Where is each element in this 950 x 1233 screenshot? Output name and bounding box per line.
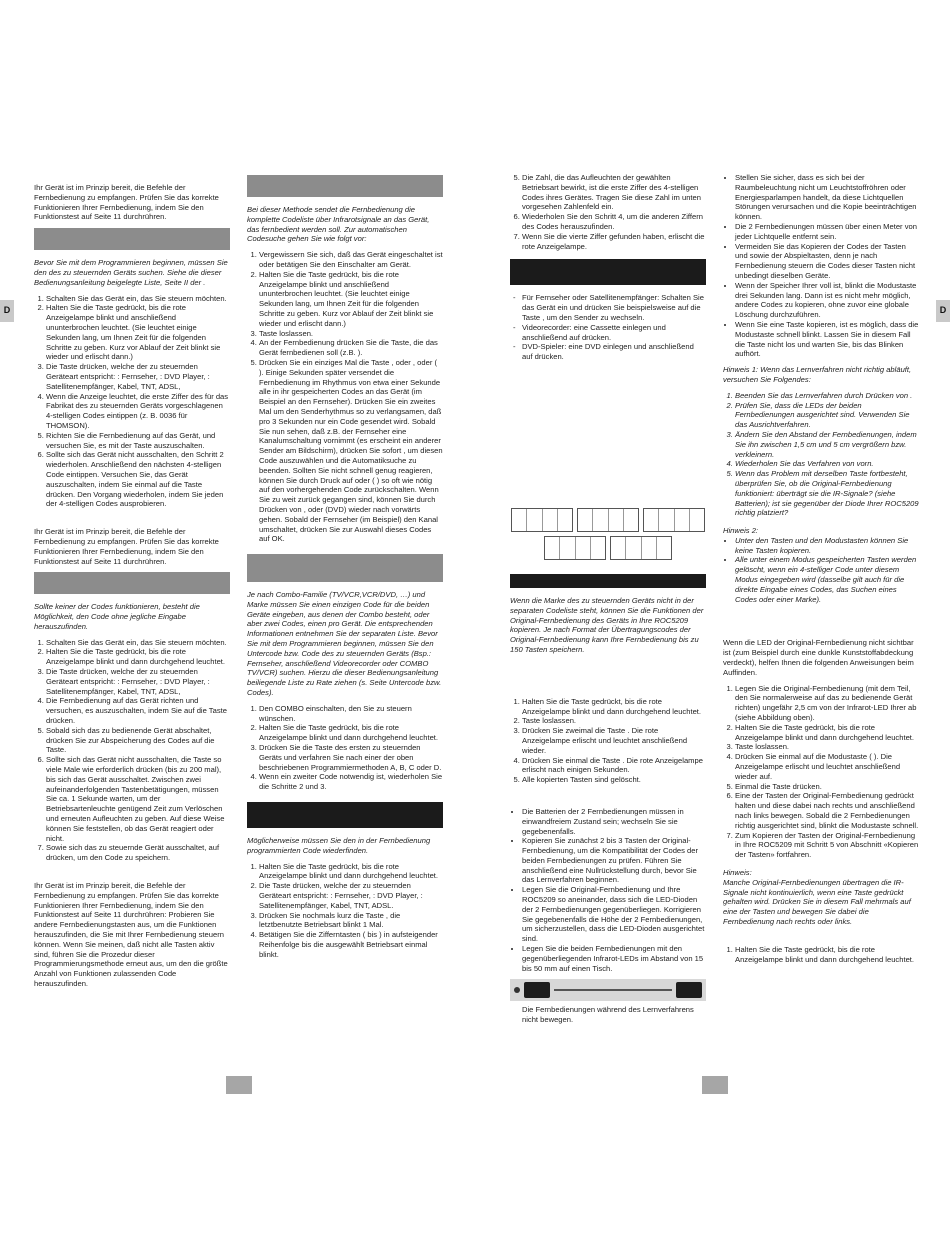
- column-1: [34, 183, 230, 1063]
- column-2: [247, 175, 443, 1035]
- list-item: 4. Wenn ein zweiter Code notwendig ist, wiederholen Sie die Schritte 2 und 3.: [259, 772, 443, 792]
- steps-list: [723, 684, 919, 860]
- intro-paragraph: Wenn die Marke des zu steuernden Geräts nicht in der separaten Codeliste steht, können Sie die Funktionen der Original-Fernbedienung des Geräts in Ihre ROC5209 kopieren. Je nach Format der Übertragungscodes der Original-Fernbedienung kann Ihre Fernbedienung bis zu 150 Tasten speichern.: [510, 595, 704, 654]
- code-box: [511, 508, 573, 532]
- list-item: • Vermeiden Sie das Kopieren der Codes der Tasten und sowie der Abspieltasten, denn je nach Fernbedienung steuern die Codes dieser Tasten nicht unbedingt dieselben Geräte.: [735, 242, 919, 281]
- language-tab-label: D: [939, 305, 947, 316]
- list-item: 2. Die Taste drücken, welche der zu steuernden Geräteart entspricht: : Fernseher, : DVD Player, : Satellitenempfänger, Kabel, TNT, ADSL.: [259, 881, 443, 910]
- language-tab-label: D: [3, 305, 11, 316]
- list-item: • Wenn Sie eine Taste kopieren, ist es möglich, dass die Modustaste schnell blinkt. Lassen Sie in diesem Fall die Taste nicht los und warten Sie, bis das Blinken aufhört.: [735, 320, 919, 359]
- code-box: [610, 536, 672, 560]
- list-item: 1. Halten Sie die Taste gedrückt, bis die rote Anzeigelampe blinkt und dann durchgehend leuchtet.: [522, 697, 706, 717]
- steps-list: [34, 638, 230, 863]
- list-item: 1. Den COMBO einschalten, den Sie zu steuern wünschen.: [259, 704, 443, 724]
- list-item: 3. Die Taste drücken, welche der zu steuernden Geräteart entspricht: : Fernseher, : DVD Player, : Satellitenempfänger, Kabel, TNT, ADSL,: [46, 667, 230, 696]
- language-tab-right: [936, 300, 950, 322]
- list-item: • Stellen Sie sicher, dass es sich bei der Raumbeleuchtung nicht um Leuchtstoffröhren oder Energiesparlampen handelt, da diese Lichtquellen Störungen verursachen und die Kopie beeinträchtigen können.: [735, 173, 919, 222]
- column-4: [723, 173, 919, 1053]
- distance-line: [554, 989, 672, 991]
- intro-paragraph: Bei dieser Methode sendet die Fernbedienung die komplette Codeliste über Infrarotsignale an das Gerät, das fernbedient werden soll. Zur automatischen Codesuche gehen Sie wie folgt vor:: [247, 205, 430, 244]
- list-item: 3. Drücken Sie die Taste des ersten zu steuernden Geräts und verfahren Sie nach einer der oben beschriebenen Programmiermethoden A, B, C oder D.: [259, 743, 443, 772]
- paragraph: Die Fernbedienungen während des Lernverfahrens nicht bewegen.: [522, 1005, 694, 1025]
- section-header-bar: [510, 574, 706, 588]
- hint-text: Manche Original-Fernbedienungen übertragen die IR-Signale nicht kontinuierlich, wenn eine Taste gedrückt gehalten wird. Drücken Sie in diesem Fall mehrmals auf eine der Tasten und bewegen Sie dabei die Fernbedienung nach rechts oder links.: [723, 877, 911, 926]
- list-item: 3. Taste loslassen.: [735, 742, 919, 752]
- list-item: 6. Sollte sich das Gerät nicht ausschalten, den Schritt 2 wiederholen. Anschließend den nächsten 4-stelligen Code eintippen. Versuchen Sie, das Gerät auszuschalten, indem Sie einmal auf die Taste drücken. Den Vorgang wiederholen, indem Sie jeden der 4-stelligen Codes ausprobieren.: [46, 450, 230, 509]
- list-item: 7. Wenn Sie die vierte Ziffer gefunden haben, erlischt die rote Anzeigelampe.: [522, 232, 706, 252]
- list-item: 5. Einmal die Taste drücken.: [735, 782, 919, 792]
- list-item: 3. Drücken Sie nochmals kurz die Taste , die letztbenutzte Betriebsart blinkt 1 Mal.: [259, 911, 443, 931]
- list-item: 1. Schalten Sie das Gerät ein, das Sie steuern möchten.: [46, 638, 230, 648]
- hint-title: Hinweis 1: Wenn das Lernverfahren nicht richtig abläuft, versuchen Sie Folgendes:: [723, 365, 912, 384]
- remote-led-image: [676, 982, 702, 998]
- list-item: 1. Halten Sie die Taste gedrückt, bis die rote Anzeigelampe blinkt und dann durchgehend leuchtet.: [735, 945, 919, 965]
- section-header-bar: [34, 572, 230, 594]
- list-item: 5. Die Zahl, die das Aufleuchten der gewählten Betriebsart bewirkt, ist die erste Ziffer des 4-stelligen Codes ihres Gerätes. Tragen Sie diese Zahl im unten vorgesehen Zahlenfeld ein.: [522, 173, 706, 212]
- list-item: • Legen Sie die Original-Fernbedienung und Ihre ROC5209 so aneinander, dass sich die LED-Dioden der 2 Fernbedienungen gegenüberliegen. Korrigieren Sie gegebenenfalls die Höhe der 2 Fernbedienungen, um sicherzustellen, dass die LED-Dioden ausgerichtet sind.: [522, 885, 706, 944]
- list-item: 6. Sollte sich das Gerät nicht ausschalten, die Taste so viele Male wie erforderlich drücken (bis zu 200 mal), bis sich das Gerät ausschaltet. Zwischen zwei aufeinanderfolgenden Tastenbetätigungen, müssen Sie ca. 1 Sekunde warten, um der Betriebsartenleuchte genügend Zeit zum Verlöschen und erneuten Aufleuchten zu geben. Auf diese Weise können Sie feststellen, ob das Gerät reagiert oder nicht.: [46, 755, 230, 843]
- list-item: • Die 2 Fernbedienungen müssen über einen Meter von jeder Lichtquelle entfernt sein.: [735, 222, 919, 242]
- steps-list: [247, 250, 443, 544]
- column-3: [510, 173, 706, 1053]
- list-item: 5. Richten Sie die Fernbedienung auf das Gerät, und versuchen Sie, es mit der Taste auszuschalten.: [46, 431, 230, 451]
- list-item: 5. Wenn das Problem mit derselben Taste fortbesteht, überprüfen Sie, ob die Original-Fernbedienung funktioniert: überträgt sie die IR-Signale? (siehe Batterien); ist sie gegenüber der Diode Ihrer ROC5209 richtig platziert?: [735, 469, 919, 518]
- paragraph: Wenn die LED der Original-Fernbedienung nicht sichtbar ist (zum Beispiel durch eine dunkle Kunststoffabdeckung verdeckt), helfen Ihnen die folgenden Anweisungen beim Auffinden.: [723, 638, 914, 677]
- hint-title: Hinweis:: [723, 868, 752, 877]
- list-item: 2. Halten Sie die Taste gedrückt, bis die rote Anzeigelampe blinkt und dann durchgehend leuchtet.: [735, 723, 919, 743]
- list-item: 2. Halten Sie die Taste gedrückt, bis die rote Anzeigelampe blinkt und anschließend ununterbrochen leuchtet. (Sie leuchtet einige Sekunden lang, um Ihnen Zeit für die folgenden Schritte zu geben. Kurz vor Ablauf der Zeit blinkt sie wieder und erlischt dann.): [259, 270, 443, 329]
- hint-list: [723, 391, 919, 518]
- list-item: - Für Fernseher oder Satellitenempfänger: Schalten Sie das Gerät ein und drücken Sie beispielsweise auf die Taste , um den Sender zu wechseln.: [522, 293, 706, 322]
- list-item: • Alle unter einem Modus gespeicherten Tasten werden gelöscht, wenn ein 4-stelliger Code unter diesem Modus eingegeben wird (dasselbe gilt auch für die direkte Eingabe eines Codes, das Suchen eines Codes oder einer Marke).: [735, 555, 919, 604]
- list-item: 3. Taste loslassen.: [259, 329, 443, 339]
- list-item: 3. Drücken Sie zweimal die Taste . Die rote Anzeigelampe erlischt und leuchtet anschließend wieder.: [522, 726, 706, 755]
- remote-led-image: [524, 982, 550, 998]
- steps-list: [247, 862, 443, 960]
- list-item: 2. Taste loslassen.: [522, 716, 706, 726]
- list-item: 1. Schalten Sie das Gerät ein, das Sie steuern möchten.: [46, 294, 230, 304]
- list-item: 7. Zum Kopieren der Tasten der Original-Fernbedienung in Ihre ROC5209 mit Schritt 5 von Abschnitt «Kopieren der Tasten» fortfahren.: [735, 831, 919, 860]
- list-item: - DVD-Spieler: eine DVD einlegen und anschließend auf drücken.: [522, 342, 706, 362]
- list-item: 3. Ändern Sie den Abstand der Fernbedienungen, indem Sie ihn zwischen 1,5 cm und 5 cm vergrößern bzw. verkleinern.: [735, 430, 919, 459]
- section-header-bar: [247, 802, 443, 828]
- list-item: 1. Vergewissern Sie sich, daß das Gerät eingeschaltet ist oder betätigen Sie den Einschalter am Gerät.: [259, 250, 443, 270]
- remote-alignment-illustration: [510, 979, 706, 1001]
- list-item: 5. Drücken Sie ein einziges Mal die Taste , oder , oder ( ). Einige Sekunden später versendet die Fernbedienung im Rhythmus von etwa einer Sekunde alle in ihr gespeicherten Codes an das Gerät (im Beispiel an den Fernseher). Drücken Sie ein zweites Mal um den Senderhythmus so zu verlangsamen, daß pro 3 Sekunden nur ein Code gesendet wird. Sobald Sie nun sehen, daß z.B. der Fernseher eine Kanalumschaltung vornimmt (es erscheint ein anderer Sender am Bildschirm), drücken Sie sofort , um diesen Code auszuwählen und die Automatiksuche zu beenden. Sollten Sie nicht schnell genug reagieren, können Sie durch Druck auf oder ( ) so oft wie nötig auf den vorhergehenden Code zurückschalten. Wenn Sie zu weit zurück gegangen sind, können Sie durch Drücken von , oder (DVD) wieder nach vorwärts gehen. Sobald der Fernseher (im Beispiel) den Kanal umschaltet, drücken Sie zur Auswahl dieses Codes auf OK.: [259, 358, 443, 544]
- steps-list: [510, 173, 706, 251]
- paragraph: Ihr Gerät ist im Prinzip bereit, die Befehle der Fernbedienung zu empfangen. Prüfen Sie das korrekte Funktionieren Ihrer Fernbedienung, indem Sie den Funktionstest auf Seite 11 durchrühren: Probieren Sie andere Fernbedienungstasten aus, um die Funktionen herauszufinden, die Sie mit Ihrer Fernbedienung steuern können. Wenn Sie meinen, daß nicht alle Tasten aktiv sind, führen Sie die Prozedur dieser Programmierungsmethode erneut aus, um den die größte Anzahl von Funktionen zulassenden Code herauszufinden.: [34, 881, 228, 988]
- list-item: 6. Wiederholen Sie den Schritt 4, um die anderen Ziffern des Codes herauszufinden.: [522, 212, 706, 232]
- intro-paragraph: Bevor Sie mit dem Programmieren beginnen, müssen Sie den des zu steuernden Geräts suchen. Siehe die dieser Bedienungsanleitung beigelegte Liste, Seite II der .: [34, 258, 228, 287]
- list-item: 1. Beenden Sie das Lernverfahren durch Drücken von .: [735, 391, 919, 401]
- list-item: 4. Wenn die Anzeige leuchtet, die erste Ziffer des für das Fabrikat des zu steuernden Geräts vorgeschlagenen 4-stelligen Codes eintippen (z. B. 0036 für THOMSON).: [46, 392, 230, 431]
- code-box: [544, 536, 606, 560]
- page-number-right: [702, 1076, 728, 1094]
- code-entry-boxes: [510, 508, 706, 560]
- paragraph: Ihr Gerät ist im Prinzip bereit, die Befehle der Fernbedienung zu empfangen. Prüfen Sie das korrekte Funktionieren Ihrer Fernbedienung, indem Sie den Funktionstest auf Seite 11 durchrühren.: [34, 183, 219, 222]
- hint-list: [723, 536, 919, 605]
- bullet-dot: [514, 987, 520, 993]
- bullet-list: [510, 807, 706, 974]
- section-header-bar: [510, 259, 706, 285]
- list-item: 4. Die Fernbedienung auf das Gerät richten und versuchen, es auszuschalten, indem Sie auf die Taste drücken.: [46, 696, 230, 725]
- list-item: 2. Halten Sie die Taste gedrückt, bis die rote Anzeigelampe blinkt und dann durchgehend leuchtet.: [46, 647, 230, 667]
- list-item: - Videorecorder: eine Cassette einlegen und anschließend auf drücken.: [522, 323, 706, 343]
- list-item: 6. Eine der Tasten der Original-Fernbedienung gedrückt halten und diese dabei nach rechts und anschließend nach links bewegen. Sobald die 2 Fernbedienungen richtig ausgerichtet sind, blinkt die Modustaste schnell.: [735, 791, 919, 830]
- intro-paragraph: Sollte keiner der Codes funktionieren, besteht die Möglichkeit, den Code ohne jegliche Eingabe herauszufinden.: [34, 602, 200, 631]
- section-header-bar: [247, 554, 443, 582]
- section-header-bar: [247, 175, 443, 197]
- list-item: 5. Sobald sich das zu bedienende Gerät abschaltet, drücken Sie zur Abspeicherung des Codes auf die Taste.: [46, 726, 230, 755]
- list-item: 3. Die Taste drücken, welche der zu steuernden Geräteart entspricht: : Fernseher, : DVD Player, : Satellitenempfänger, Kabel, TNT, ADSL,: [46, 362, 230, 391]
- list-item: 4. Drücken Sie einmal auf die Modustaste ( ). Die Anzeigelampe erlischt und leuchtet anschließend wieder auf.: [735, 752, 919, 781]
- list-item: • Unter den Tasten und den Modustasten können Sie keine Tasten kopieren.: [735, 536, 919, 556]
- list-item: 4. Betätigen Sie die Zifferntasten ( bis ) in aufsteigender Reihenfolge bis die ausgewählt Betriebsart einmal blinkt.: [259, 930, 443, 959]
- code-box: [577, 508, 639, 532]
- list-item: 2. Prüfen Sie, dass die LEDs der beiden Fernbedienungen ausgerichtet sind. Verwenden Sie das Ausrichtverfahren.: [735, 401, 919, 430]
- steps-list: [510, 697, 706, 785]
- intro-paragraph: Je nach Combo-Familie (TV/VCR,VCR/DVD, …) und Marke müssen Sie einen einzigen Code für die beiden Geräte eingeben, aus denen der Combo besteht, oder aber zwei Codes, einen pro Gerät. Die entsprechenden Informationen entnehmen Sie der separaten Liste. Bevor Sie mit dem Programmieren beginnen, müssen Sie den Untercode bzw. Code des zu steuernden Geräts (Bsp.: Fernseher, anschließend Videorecorder oder COMBO TV/VCR) suchen. Hierzu die dieser Bedienungsanleitung beiliegende Liste zu Rate ziehen (s. Seite Untercode bzw. Codes).: [247, 590, 442, 698]
- list-item: 2. Halten Sie die Taste gedrückt, bis die rote Anzeigelampe blinkt und dann durchgehend leuchtet.: [259, 723, 443, 743]
- list-item: 1. Halten Sie die Taste gedrückt, bis die rote Anzeigelampe blinkt und dann durchgehend leuchtet.: [259, 862, 443, 882]
- bullet-list: [723, 173, 919, 359]
- list-item: • Wenn der Speicher Ihrer voll ist, blinkt die Modustaste drei Sekunden lang. Dann ist es nicht mehr möglich, andere Codes zu kopieren, ohne zuvor eine globale Löschung durchzuführen.: [735, 281, 919, 320]
- intro-paragraph: Möglicherweise müssen Sie den in der Fernbedienung programmierten Code wiederfinden.: [247, 836, 431, 855]
- language-tab-left: [0, 300, 14, 322]
- spacer: [510, 368, 706, 498]
- list-item: 7. Sowie sich das zu steuernde Gerät ausschaltet, auf drücken, um den Code zu speichern.: [46, 843, 230, 863]
- steps-list: [723, 945, 919, 965]
- paragraph: Ihr Gerät ist im Prinzip bereit, die Befehle der Fernbedienung zu empfangen. Prüfen Sie das korrekte Funktionieren Ihrer Fernbedienung, indem Sie den Funktionstest auf Seite 11 durchrühren.: [34, 527, 219, 566]
- steps-list: [34, 294, 230, 510]
- list-item: 2. Halten Sie die Taste gedrückt, bis die rote Anzeigelampe blinkt und anschließend ununterbrochen leuchtet. (Sie leuchtet einige Sekunden lang, um Ihnen Zeit für die folgenden Schritte zu geben. Kurz vor Ablauf der Zeit blinkt sie wieder und erlischt dann.): [46, 303, 230, 362]
- list-item: 4. Wiederholen Sie das Verfahren von vorn.: [735, 459, 919, 469]
- list-item: 1. Legen Sie die Original-Fernbedienung (mit dem Teil, den Sie normalerweise auf das zu bedienende Gerät richten) ungefähr 2,5 cm von der Infrarot-LED Ihrer ab (siehe Abbildung oben).: [735, 684, 919, 723]
- list-item: • Legen Sie die beiden Fernbedienungen mit den gegenüberliegenden Infrarot-LEDs im Abstand von 15 bis 50 mm auf einen Tisch.: [522, 944, 706, 973]
- section-header-bar: [34, 228, 230, 250]
- code-box: [643, 508, 705, 532]
- list-item: • Die Batterien der 2 Fernbedienungen müssen in einwandfreiem Zustand sein; wechseln Sie sie gegebenenfalls.: [522, 807, 706, 836]
- test-list: [510, 293, 706, 362]
- page-number-left: [226, 1076, 252, 1094]
- list-item: • Kopieren Sie zunächst 2 bis 3 Tasten der Original-Fernbedienung, um die Kompatibilität der Codes der beiden Fernbedienungen zu prüfen. Führen Sie anschließend eine Nullrückstellung durch, bevor Sie das Lernverfahren beginnen.: [522, 836, 706, 885]
- list-item: 5. Alle kopierten Tasten sind gelöscht.: [522, 775, 706, 785]
- list-item: 4. An der Fernbedienung drücken Sie die Taste, die das Gerät fernbedienen soll (z.B. ).: [259, 338, 443, 358]
- steps-list: [247, 704, 443, 792]
- list-item: 4. Drücken Sie einmal die Taste . Die rote Anzeigelampe erlischt nach einigen Sekunden.: [522, 756, 706, 776]
- hint-title: Hinweis 2:: [723, 526, 759, 536]
